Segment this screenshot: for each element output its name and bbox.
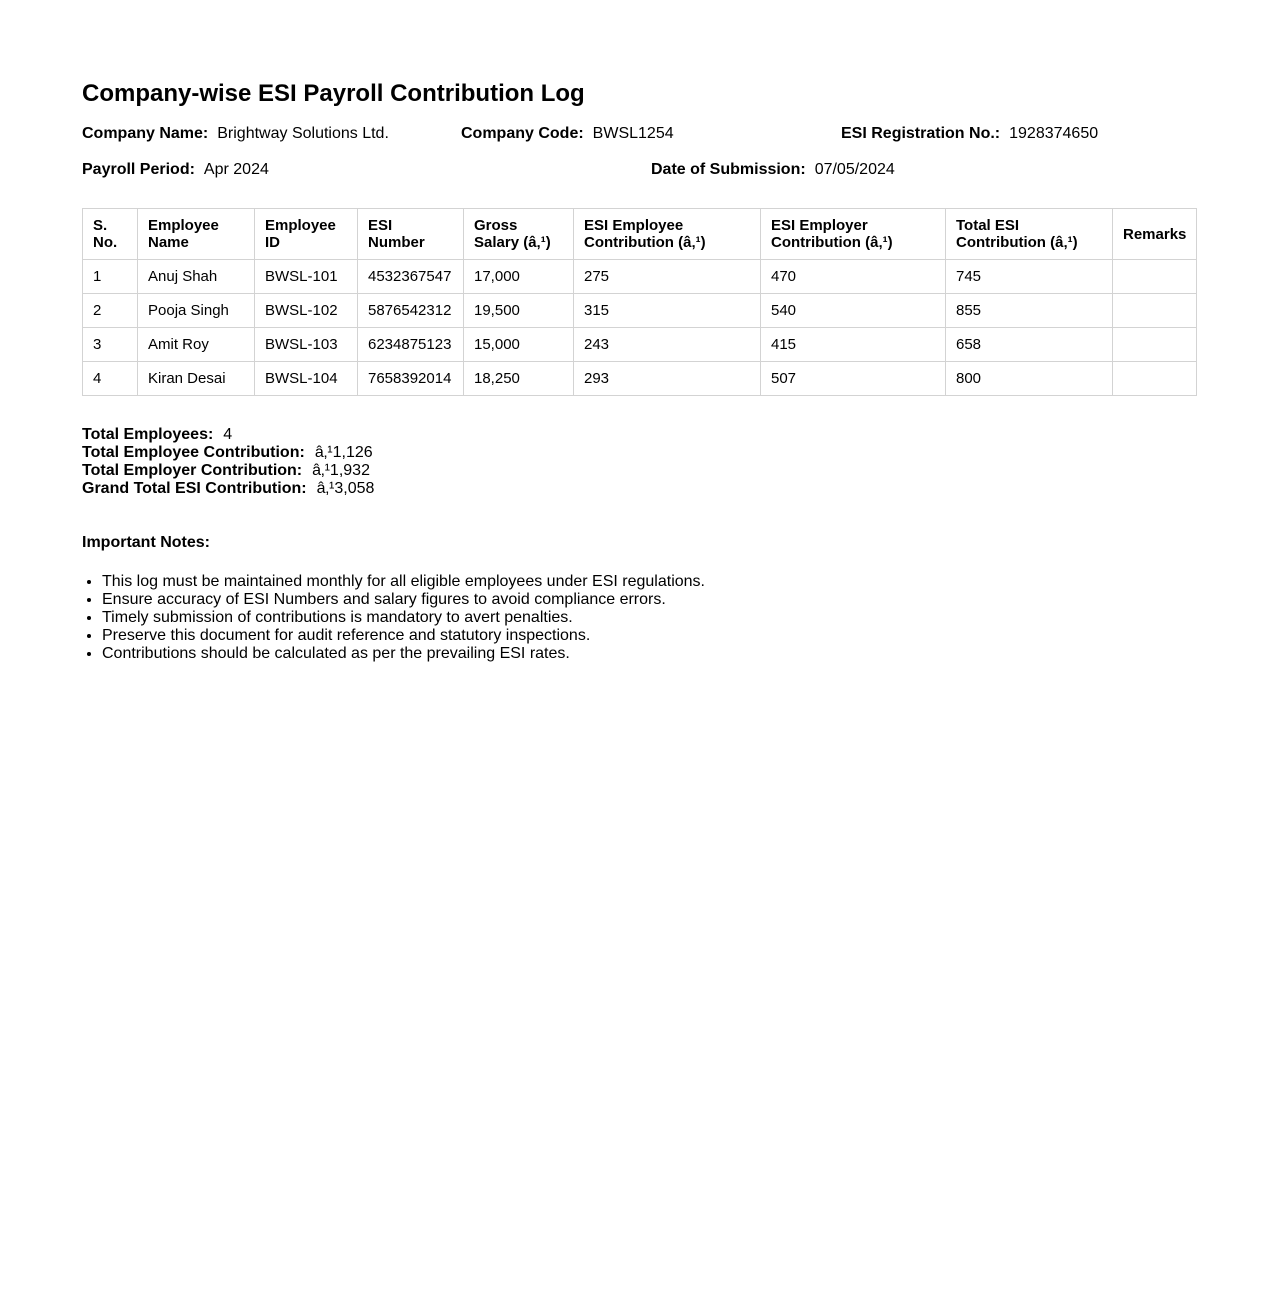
- col-header-total-contribution: Total ESI Contribution (â‚¹): [946, 209, 1113, 260]
- cell-sno: 2: [83, 294, 138, 328]
- notes-heading: Important Notes:: [82, 534, 210, 551]
- col-header-remarks: Remarks: [1113, 209, 1197, 260]
- table-row: [83, 328, 1197, 362]
- cell-remarks: [1113, 294, 1197, 328]
- table-row: [83, 294, 1197, 328]
- list-item: • This log must be maintained monthly for all eligible employees under ESI regulations.: [102, 573, 1002, 591]
- summary-value: â‚¹3,058: [316, 480, 375, 497]
- cell-gross-salary: 18,250: [464, 362, 574, 396]
- summary-label: Total Employees:: [82, 426, 214, 443]
- col-header-employee-id: Employee ID: [255, 209, 358, 260]
- summary-label: Total Employee Contribution:: [82, 444, 305, 461]
- table-row: [83, 362, 1197, 396]
- cell-total-contribution: 855: [946, 294, 1113, 328]
- summary-value: â‚¹1,126: [314, 444, 373, 461]
- col-header-esi-number: ESI Number: [358, 209, 464, 260]
- cell-employee-name: Kiran Desai: [138, 362, 255, 396]
- cell-employer-contribution: 415: [761, 328, 946, 362]
- payroll-period-label: Payroll Period:: [82, 161, 195, 178]
- cell-employer-contribution: 540: [761, 294, 946, 328]
- payroll-period-field: [82, 159, 269, 181]
- table-header-row: [83, 209, 1197, 260]
- cell-sno: 1: [83, 260, 138, 294]
- cell-sno: 3: [83, 328, 138, 362]
- cell-esi-number: 4532367547: [358, 260, 464, 294]
- summary-block: [82, 426, 374, 498]
- cell-employee-id: BWSL-102: [255, 294, 358, 328]
- cell-employer-contribution: 470: [761, 260, 946, 294]
- cell-employee-id: BWSL-103: [255, 328, 358, 362]
- summary-value: â‚¹1,932: [312, 462, 370, 479]
- cell-employee-name: Amit Roy: [138, 328, 255, 362]
- company-code-label: Company Code:: [461, 125, 584, 142]
- payroll-period-value: Apr 2024: [203, 161, 269, 178]
- cell-employee-name: Anuj Shah: [138, 260, 255, 294]
- cell-employee-id: BWSL-104: [255, 362, 358, 396]
- summary-grand-total: [82, 480, 374, 498]
- cell-remarks: [1113, 362, 1197, 396]
- cell-remarks: [1113, 328, 1197, 362]
- cell-sno: 4: [83, 362, 138, 396]
- meta-row-period: [82, 159, 1196, 181]
- list-item: • Ensure accuracy of ESI Numbers and salary figures to avoid compliance errors.: [102, 591, 1002, 609]
- meta-row-company: [82, 123, 1196, 145]
- list-item: • Preserve this document for audit reference and statutory inspections.: [102, 627, 1002, 645]
- cell-total-contribution: 800: [946, 362, 1113, 396]
- cell-esi-number: 6234875123: [358, 328, 464, 362]
- cell-employee-contribution: 315: [574, 294, 761, 328]
- cell-employee-contribution: 275: [574, 260, 761, 294]
- cell-total-contribution: 658: [946, 328, 1113, 362]
- company-name-label: Company Name:: [82, 125, 209, 142]
- cell-gross-salary: 17,000: [464, 260, 574, 294]
- summary-label: Total Employer Contribution:: [82, 462, 303, 479]
- cell-remarks: [1113, 260, 1197, 294]
- col-header-gross-salary: Gross Salary (â‚¹): [464, 209, 574, 260]
- submission-date-value: 07/05/2024: [814, 161, 895, 178]
- summary-total-employees: [82, 426, 374, 444]
- cell-employee-id: BWSL-101: [255, 260, 358, 294]
- cell-gross-salary: 19,500: [464, 294, 574, 328]
- company-code-field: [461, 123, 674, 145]
- submission-date-label: Date of Submission:: [651, 161, 806, 178]
- summary-total-employer-contribution: [82, 462, 374, 480]
- list-item: • Timely submission of contributions is mandatory to avert penalties.: [102, 609, 1002, 627]
- cell-esi-number: 7658392014: [358, 362, 464, 396]
- page-title: Company-wise ESI Payroll Contribution Log: [82, 80, 585, 107]
- list-item: • Contributions should be calculated as per the prevailing ESI rates.: [102, 645, 1002, 663]
- cell-employee-contribution: 243: [574, 328, 761, 362]
- esi-registration-field: [841, 123, 1098, 145]
- summary-label: Grand Total ESI Contribution:: [82, 480, 307, 497]
- company-name-field: [82, 123, 389, 145]
- cell-employer-contribution: 507: [761, 362, 946, 396]
- cell-employee-name: Pooja Singh: [138, 294, 255, 328]
- cell-esi-number: 5876542312: [358, 294, 464, 328]
- col-header-sno: S. No.: [83, 209, 138, 260]
- col-header-employee-contribution: ESI Employee Contribution (â‚¹): [574, 209, 761, 260]
- esi-registration-label: ESI Registration No.:: [841, 125, 1001, 142]
- contribution-table: [82, 208, 1197, 396]
- col-header-employee-name: Employee Name: [138, 209, 255, 260]
- cell-total-contribution: 745: [946, 260, 1113, 294]
- col-header-employer-contribution: ESI Employer Contribution (â‚¹): [761, 209, 946, 260]
- summary-total-employee-contribution: [82, 444, 374, 462]
- company-name-value: Brightway Solutions Ltd.: [217, 125, 389, 142]
- esi-registration-value: 1928374650: [1009, 125, 1099, 142]
- table-row: [83, 260, 1197, 294]
- submission-date-field: [651, 159, 895, 181]
- summary-value: 4: [223, 426, 233, 443]
- cell-gross-salary: 15,000: [464, 328, 574, 362]
- notes-list: [82, 573, 1002, 663]
- company-code-value: BWSL1254: [592, 125, 674, 142]
- cell-employee-contribution: 293: [574, 362, 761, 396]
